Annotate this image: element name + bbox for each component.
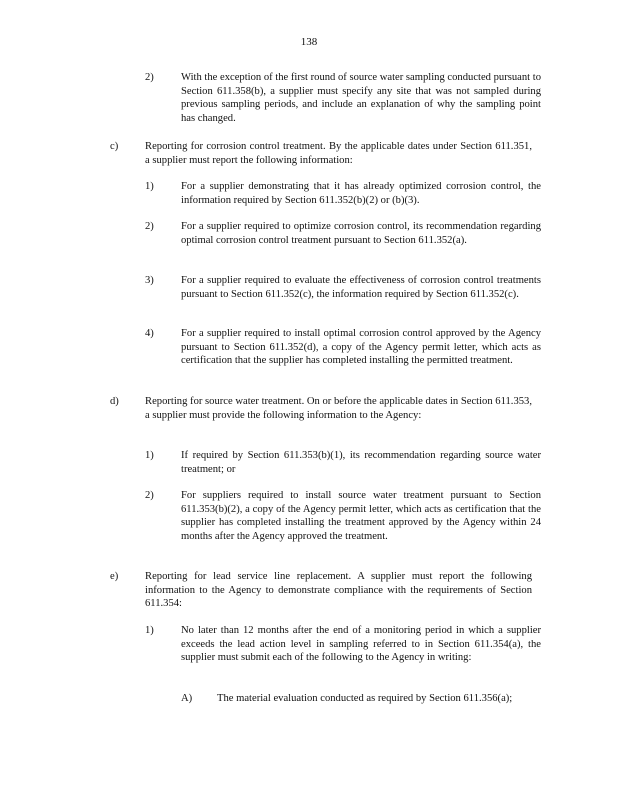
item-text: For a supplier required to install optimal corrosion control approved by the Agency pursuant to Section 611.352(d), a copy of the Agency permit letter, which acts as certification that the supplier has completed installing the permitted treatment. xyxy=(181,328,541,367)
item-text: For a supplier required to evaluate the effectiveness of corrosion control treatments pursuant to Section 611.352(c), the information required by Section 611.352(c). xyxy=(181,275,541,300)
item-text: No later than 12 months after the end of a monitoring period in which a supplier exceeds the lead action level in sampling referred to in Section 611.354(a), the supplier must submit each of the following to the Agency in writing: xyxy=(181,625,541,664)
item-label: 1) xyxy=(145,181,154,192)
item-label: d) xyxy=(110,396,119,407)
item-text: For a supplier required to optimize corrosion control, its recommendation regarding optimal corrosion control treatment pursuant to Section 611.352(a). xyxy=(181,221,541,246)
item-label: A) xyxy=(181,693,193,704)
item-label: 1) xyxy=(145,450,154,461)
item-text: Reporting for source water treatment. On or before the applicable dates in Section 611.353, a supplier must provide the following information to the Agency: xyxy=(145,396,532,421)
item-label: 1) xyxy=(145,625,154,636)
item-label: 2) xyxy=(145,72,154,83)
item-text: For suppliers required to install source water treatment pursuant to Section 611.353(b)(2), a copy of the Agency permit letter, which acts as certification that the supplier has completed installing the treatment approved by the Agency within 24 months after the Agency approved the treatment. xyxy=(181,490,541,542)
item-label: 2) xyxy=(145,221,154,232)
item-text: The material evaluation conducted as required by Section 611.356(a); xyxy=(217,693,513,704)
item-text: Reporting for lead service line replacement. A supplier must report the following information to the Agency to demonstrate compliance with the requirements of Section 611.354: xyxy=(145,571,532,610)
item-label: 2) xyxy=(145,490,154,501)
item-label: c) xyxy=(110,141,119,152)
page-number: 138 xyxy=(300,36,318,48)
item-text: With the exception of the first round of source water sampling conducted pursuant to Section 611.358(b), a supplier must specify any site that was not sampled during previous sampling periods, and include an explanation of why the sampling point has changed. xyxy=(181,72,541,124)
item-text: If required by Section 611.353(b)(1), its recommendation regarding source water treatment; or xyxy=(181,450,541,475)
item-label: 3) xyxy=(145,275,154,286)
item-text: For a supplier demonstrating that it has already optimized corrosion control, the information required by Section 611.352(b)(2) or (b)(3). xyxy=(181,181,541,206)
item-text: Reporting for corrosion control treatment. By the applicable dates under Section 611.351, a supplier must report the following information: xyxy=(145,141,532,166)
item-label: e) xyxy=(110,571,119,582)
item-label: 4) xyxy=(145,328,154,339)
